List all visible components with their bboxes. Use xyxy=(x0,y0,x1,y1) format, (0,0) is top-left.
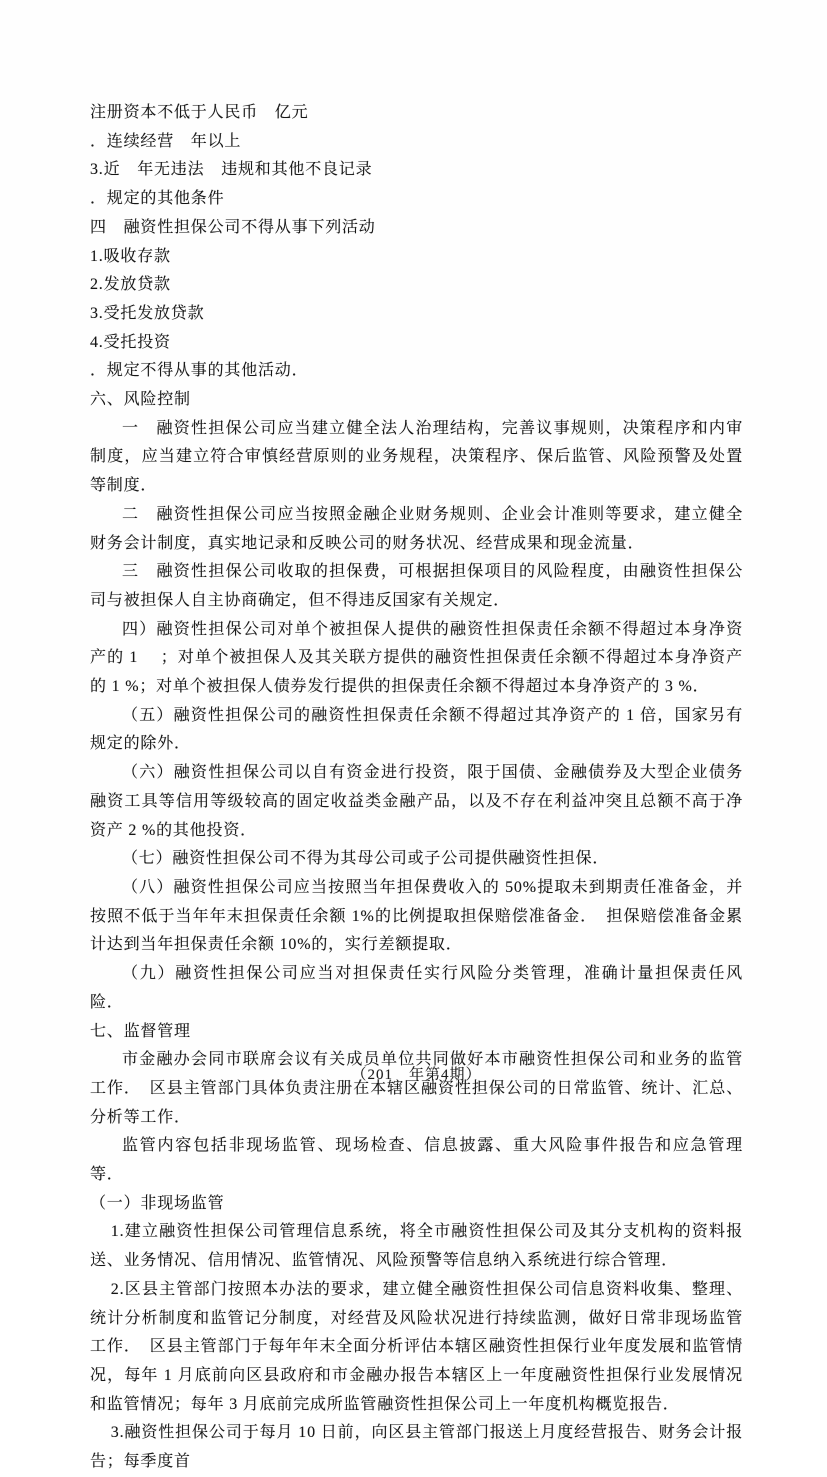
paragraph: 四 融资性担保公司不得从事下列活动 xyxy=(90,218,376,236)
paragraph: 1.吸收存款 xyxy=(90,247,171,265)
paragraph: （九）融资性担保公司应当对担保责任实行风险分类管理，准确计量担保责任风险． xyxy=(90,965,743,1011)
paragraph: 3.近 年无违法 违规和其他不良记录 xyxy=(90,161,373,179)
paragraph: 2.发放贷款 xyxy=(90,276,171,294)
paragraph: 一 融资性担保公司应当建立健全法人治理结构，完善议事规则，决策程序和内审制度，应当建立符合审慎经营原则的业务规程，决策程序、保后监管、风险预警及处置等制度． xyxy=(90,419,743,495)
paragraph: 市金融办会同市联席会议有关成员单位共同做好本市融资性担保公司和业务的监管工作． 区县主管部门具体负责注册在本辖区融资性担保公司的日常监管、统计、汇总、分析等工作． xyxy=(90,1051,743,1126)
paragraph: 六、风险控制 xyxy=(90,391,191,409)
paragraph: （七）融资性担保公司不得为其母公司或子公司提供融资性担保． xyxy=(122,850,610,868)
paragraph: 二 融资性担保公司应当按照金融企业财务规则、企业会计准则等要求，建立健全财务会计制度，真实地记录和反映公司的财务状况、经营成果和现金流量． xyxy=(90,505,743,552)
paragraph: 2.区县主管部门按照本办法的要求，建立健全融资性担保公司信息资料收集、整理、统计分析制度和监管记分制度，对经营及风险状况进行持续监测，做好日常非现场监管工作． 区县主管部门于每年年末全面分析评估本辖区融资性担保行业年度发展和监管情况，每年 1 月底前向区县政府和市金融办报告本辖区上一年度融资性担保行业发展情况和监管情况；每年 3 月底前完成所监管融资性担保公司上一年度机构概览报告． xyxy=(90,1280,743,1413)
paragraph: （八）融资性担保公司应当按照当年担保费收入的 50%提取未到期责任准备金，并按照不低于当年年末担保责任余额 1%的比例提取担保赔偿准备金． 担保赔偿准备金累计达到当年担保责任余额 10%的，实行差额提取． xyxy=(90,878,743,954)
paragraph: ．规定不得从事的其他活动． xyxy=(90,362,309,380)
paragraph: 四）融资性担保公司对单个被担保人提供的融资性担保责任余额不得超过本身净资产的 1 ；对单个被担保人及其关联方提供的融资性担保责任余额不得超过本身净资产的 1 %；对单个被担保人债券发行提供的担保责任余额不得超过本身净资产的 3 %． xyxy=(90,620,743,696)
paragraph: （一）非现场监管 xyxy=(90,1194,225,1212)
paragraph: 监管内容包括非现场监管、现场检查、信息披露、重大风险事件报告和应急管理等． xyxy=(90,1137,743,1184)
document-body xyxy=(90,99,743,1477)
paragraph: （五）融资性担保公司的融资性担保责任余额不得超过其净资产的 1 倍，国家另有规定的除外． xyxy=(90,706,743,753)
paragraph: （六）融资性担保公司以自有资金进行投资，限于国债、金融债券及大型企业债务融资工具等信用等级较高的固定收益类金融产品，以及不存在利益冲突且总额不高于净资产 2 %的其他投资． xyxy=(90,764,743,839)
paragraph: 3.受托发放贷款 xyxy=(90,304,205,322)
paragraph: 注册资本不低于人民币 亿元 xyxy=(90,104,309,121)
paragraph: 三 融资性担保公司收取的担保费，可根据担保项目的风险程度，由融资性担保公司与被担保人自主协商确定，但不得违反国家有关规定． xyxy=(90,563,743,609)
paragraph: 4.受托投资 xyxy=(90,333,171,351)
page-footer-issue-label: （201 年第4期） xyxy=(351,1067,482,1083)
paragraph: 1.建立融资性担保公司管理信息系统，将全市融资性担保公司及其分支机构的资料报送、业务情况、信用情况、监管情况、风险预警等信息纳入系统进行综合管理． xyxy=(90,1223,743,1270)
paragraph: ．连续经营 年以上 xyxy=(90,132,242,150)
paragraph: 3.融资性担保公司于每月 10 日前，向区县主管部门报送上月度经营报告、财务会计报告；每季度首 xyxy=(90,1424,743,1471)
paragraph: ．规定的其他条件 xyxy=(90,190,225,208)
paragraph: 七、监督管理 xyxy=(90,1022,191,1040)
